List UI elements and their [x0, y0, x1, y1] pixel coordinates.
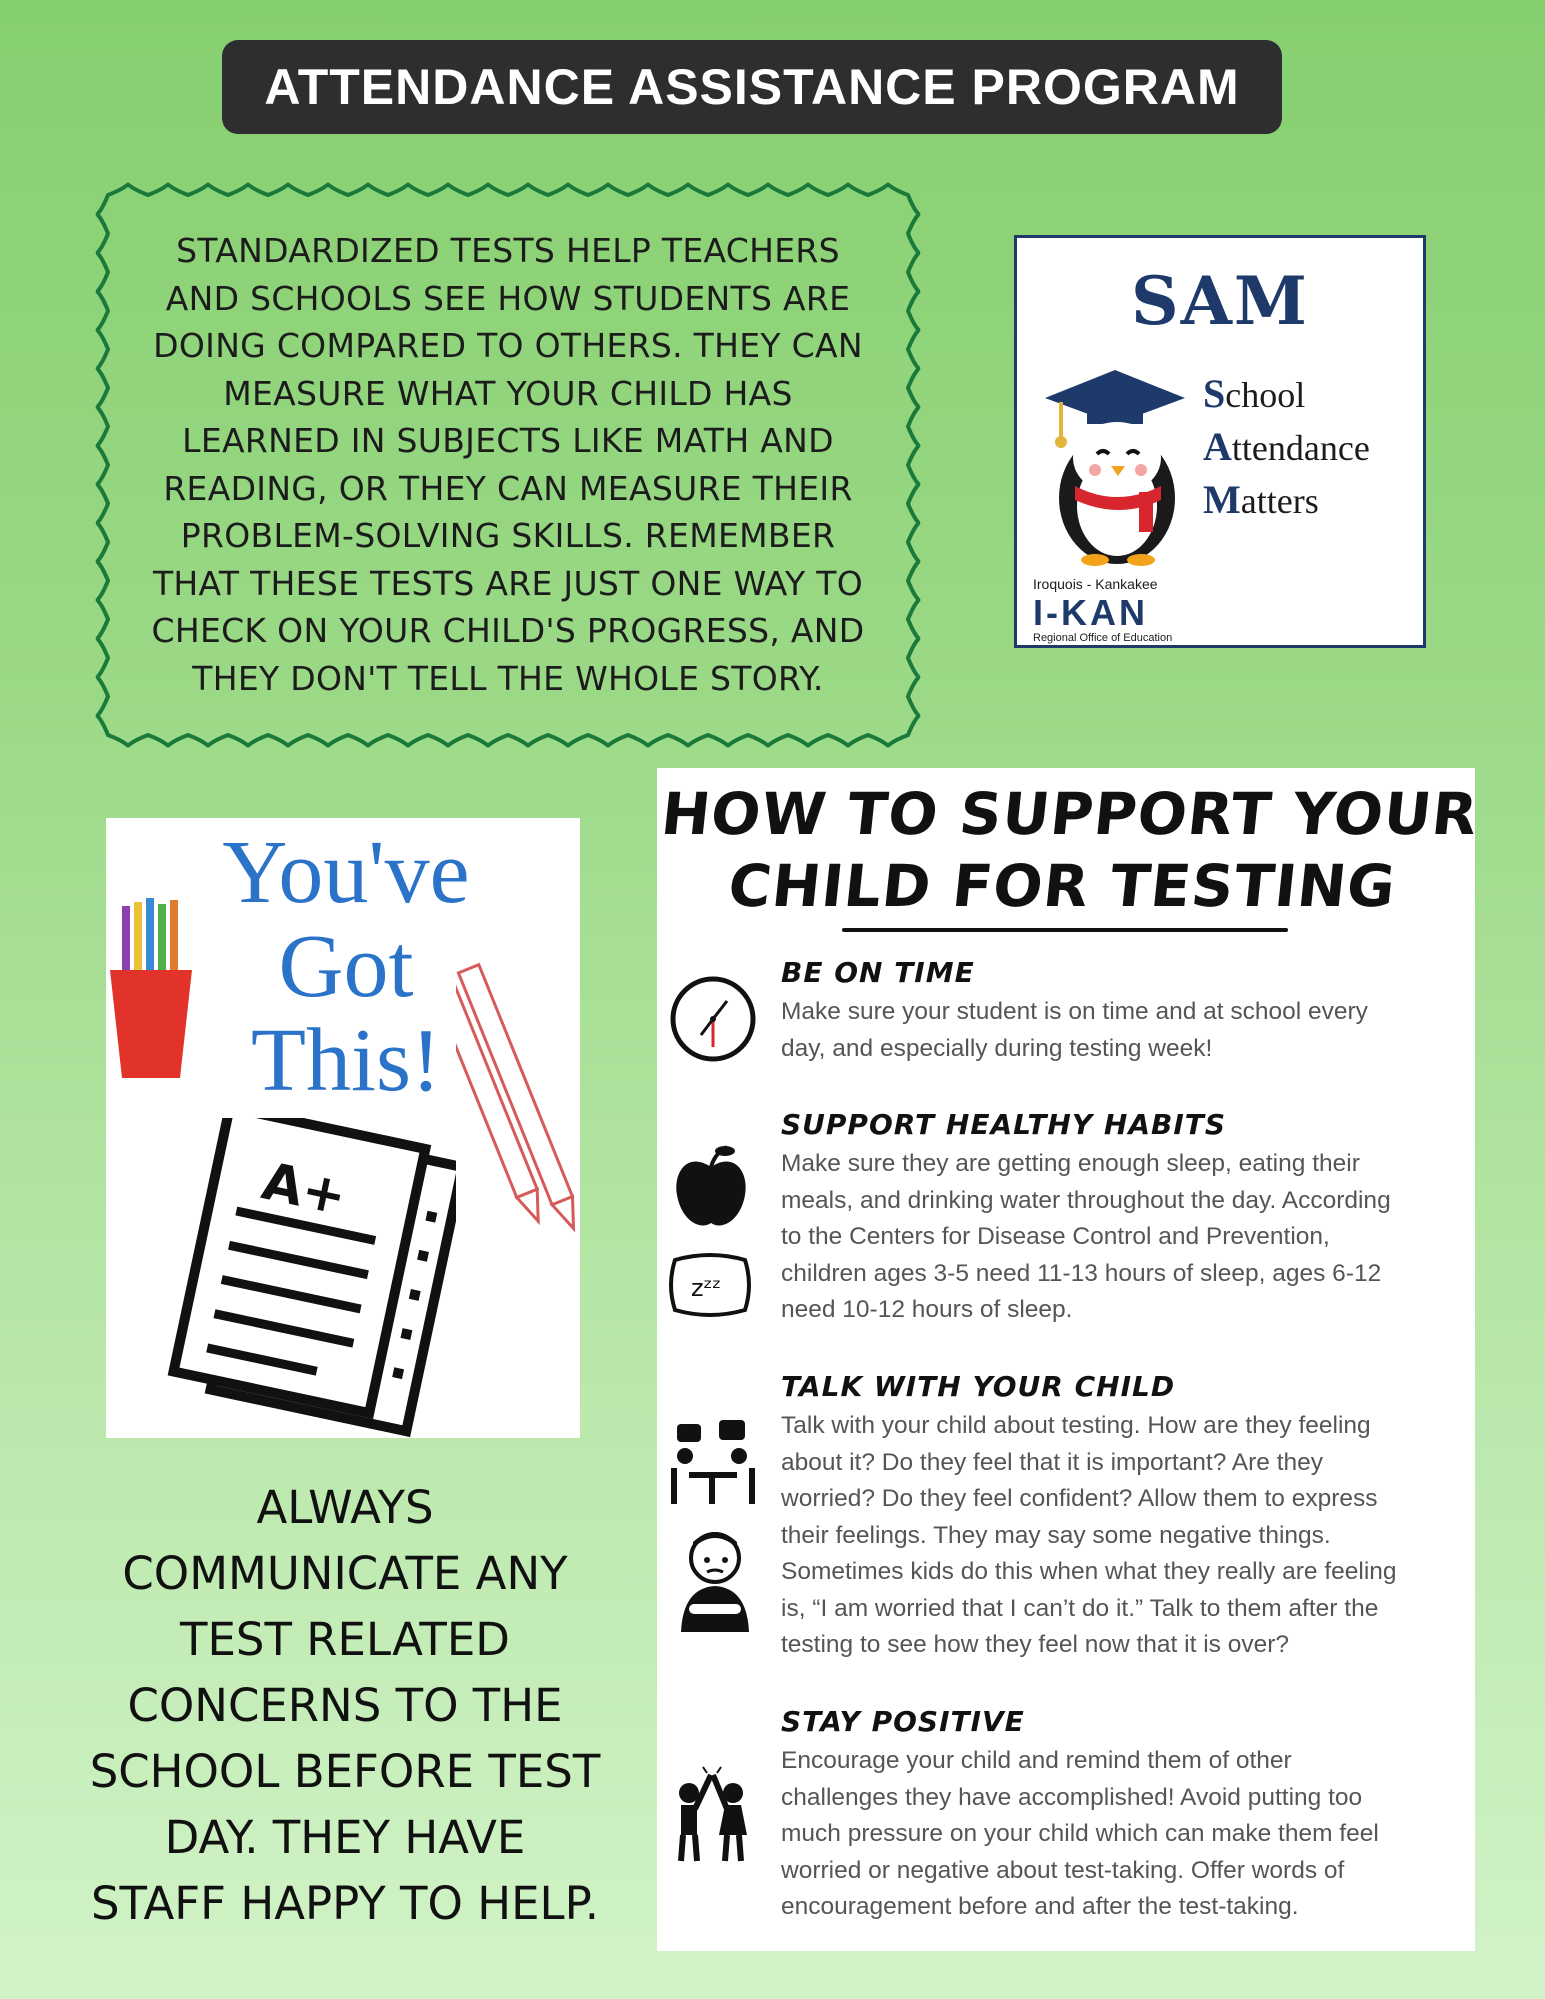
- title-underline: [842, 928, 1288, 932]
- yg-line: Got: [278, 917, 414, 1016]
- clock-icon: [667, 973, 759, 1065]
- section-body: [781, 1146, 1461, 1329]
- body-line: Sometimes kids do this when what they really are feeling: [781, 1558, 1397, 1585]
- body-line: to the Centers for Disease Control and Prevention,: [781, 1223, 1330, 1250]
- conversation-table-icon: [663, 1418, 763, 1508]
- section-body: [781, 1743, 1461, 1926]
- intro-line: THEY DON'T TELL THE WHOLE STORY.: [192, 658, 824, 698]
- body-line: much pressure on your child which can make them feel: [781, 1820, 1379, 1847]
- sam-acronym: [1203, 368, 1370, 527]
- office-logo-mark: I-KAN: [1033, 592, 1148, 633]
- sam-word-matters: Matters: [1203, 477, 1319, 522]
- graded-paper-icon: [166, 1118, 456, 1438]
- intro-line: MEASURE WHAT YOUR CHILD HAS: [223, 373, 793, 413]
- apple-icon: [671, 1143, 751, 1233]
- section-heading: BE ON TIME: [781, 956, 975, 989]
- body-line: need 10-12 hours of sleep.: [781, 1296, 1073, 1323]
- body-line: Encourage your child and remind them of other: [781, 1747, 1292, 1774]
- section-body: [781, 1408, 1461, 1664]
- body-line: children ages 3-5 need 11-13 hours of sleep, ages 6-12: [781, 1259, 1382, 1287]
- intro-text: [138, 227, 878, 702]
- body-line: testing to see how they feel now that it is over?: [781, 1631, 1289, 1658]
- title-banner: [222, 40, 1282, 134]
- intro-line: PROBLEM-SOLVING SKILLS. REMEMBER: [180, 516, 836, 555]
- sam-logo: [1014, 235, 1426, 648]
- body-line: day, and especially during testing week!: [781, 1034, 1213, 1062]
- intro-line: THAT THESE TESTS ARE JUST ONE WAY TO: [152, 563, 864, 603]
- body-line: challenges they have accomplished! Avoid putting too: [781, 1783, 1363, 1811]
- intro-line: LEARNED IN SUBJECTS LIKE MATH AND: [182, 421, 834, 460]
- pillow-sleep-icon: [667, 1250, 753, 1320]
- intro-line: READING, OR THEY CAN MEASURE THEIR: [163, 468, 853, 508]
- intro-line: DOING COMPARED TO OTHERS. THEY CAN: [153, 326, 863, 365]
- sam-word-attendance: Attendance: [1203, 424, 1370, 469]
- body-line: is, “I am worried that I can’t do it.” Talk to them after the: [781, 1594, 1379, 1622]
- section-body: [781, 994, 1461, 1067]
- testing-tips-panel: [657, 768, 1482, 1951]
- body-line: about it? Do they feel that it is important? Are they: [781, 1448, 1324, 1476]
- body-line: Make sure they are getting enough sleep, eating their: [781, 1150, 1360, 1177]
- body-line: worried? Do they feel confident? Allow them to express: [781, 1485, 1378, 1512]
- body-line: encouragement before and after the test-taking.: [781, 1893, 1299, 1920]
- pencil-cup-icon: [106, 898, 196, 1088]
- youve-got-this-card: [106, 818, 580, 1438]
- office-region: Iroquois - Kankakee: [1033, 576, 1158, 592]
- tips-title-line: HOW TO SUPPORT YOUR: [658, 780, 1482, 848]
- intro-line: STANDARDIZED TESTS HELP TEACHERS: [176, 231, 840, 270]
- intro-line: CHECK ON YOUR CHILD'S PROGRESS, AND: [151, 611, 865, 650]
- page-title: ATTENDANCE ASSISTANCE PROGRAM: [264, 59, 1240, 115]
- worried-child-icon: [675, 1528, 755, 1632]
- penguin-graduate-icon: [1035, 358, 1205, 568]
- grade-mark: A+: [256, 1151, 352, 1228]
- body-line: meals, and drinking water throughout the day. According: [781, 1186, 1391, 1214]
- sam-word-school: School: [1203, 371, 1306, 416]
- section-heading: SUPPORT HEALTHY HABITS: [781, 1108, 1227, 1141]
- body-line: worried or negative about test-taking. Offer words of: [781, 1856, 1345, 1884]
- section-heading: STAY POSITIVE: [781, 1705, 1025, 1738]
- sleep-zzz: zᶻᶻ: [691, 1274, 722, 1302]
- sam-title: SAM: [1131, 262, 1309, 340]
- office-name: Regional Office of Education: [1033, 632, 1173, 644]
- high-five-icon: [667, 1763, 757, 1863]
- yg-line: This!: [251, 1011, 441, 1110]
- body-line: their feelings. They may say some negative things.: [781, 1521, 1331, 1549]
- intro-line: AND SCHOOLS SEE HOW STUDENTS ARE: [165, 278, 851, 318]
- tips-title-line: CHILD FOR TESTING: [725, 852, 1400, 920]
- reminder-text: ALWAYS COMMUNICATE ANY TEST RELATED CONCERNS TO THE SCHOOL BEFORE TEST DAY. THEY HAVE STAFF HAPPY TO HELP.: [89, 1481, 601, 1930]
- body-line: Talk with your child about testing. How are they feeling: [781, 1412, 1371, 1439]
- intro-cloud: [88, 175, 928, 755]
- pencils-icon: [456, 928, 580, 1268]
- youve-got-this-text: [196, 823, 496, 1110]
- section-heading: TALK WITH YOUR CHILD: [781, 1370, 1176, 1403]
- yg-line: You've: [222, 823, 470, 922]
- body-line: Make sure your student is on time and at school every: [781, 998, 1368, 1025]
- tips-title: [649, 778, 1482, 922]
